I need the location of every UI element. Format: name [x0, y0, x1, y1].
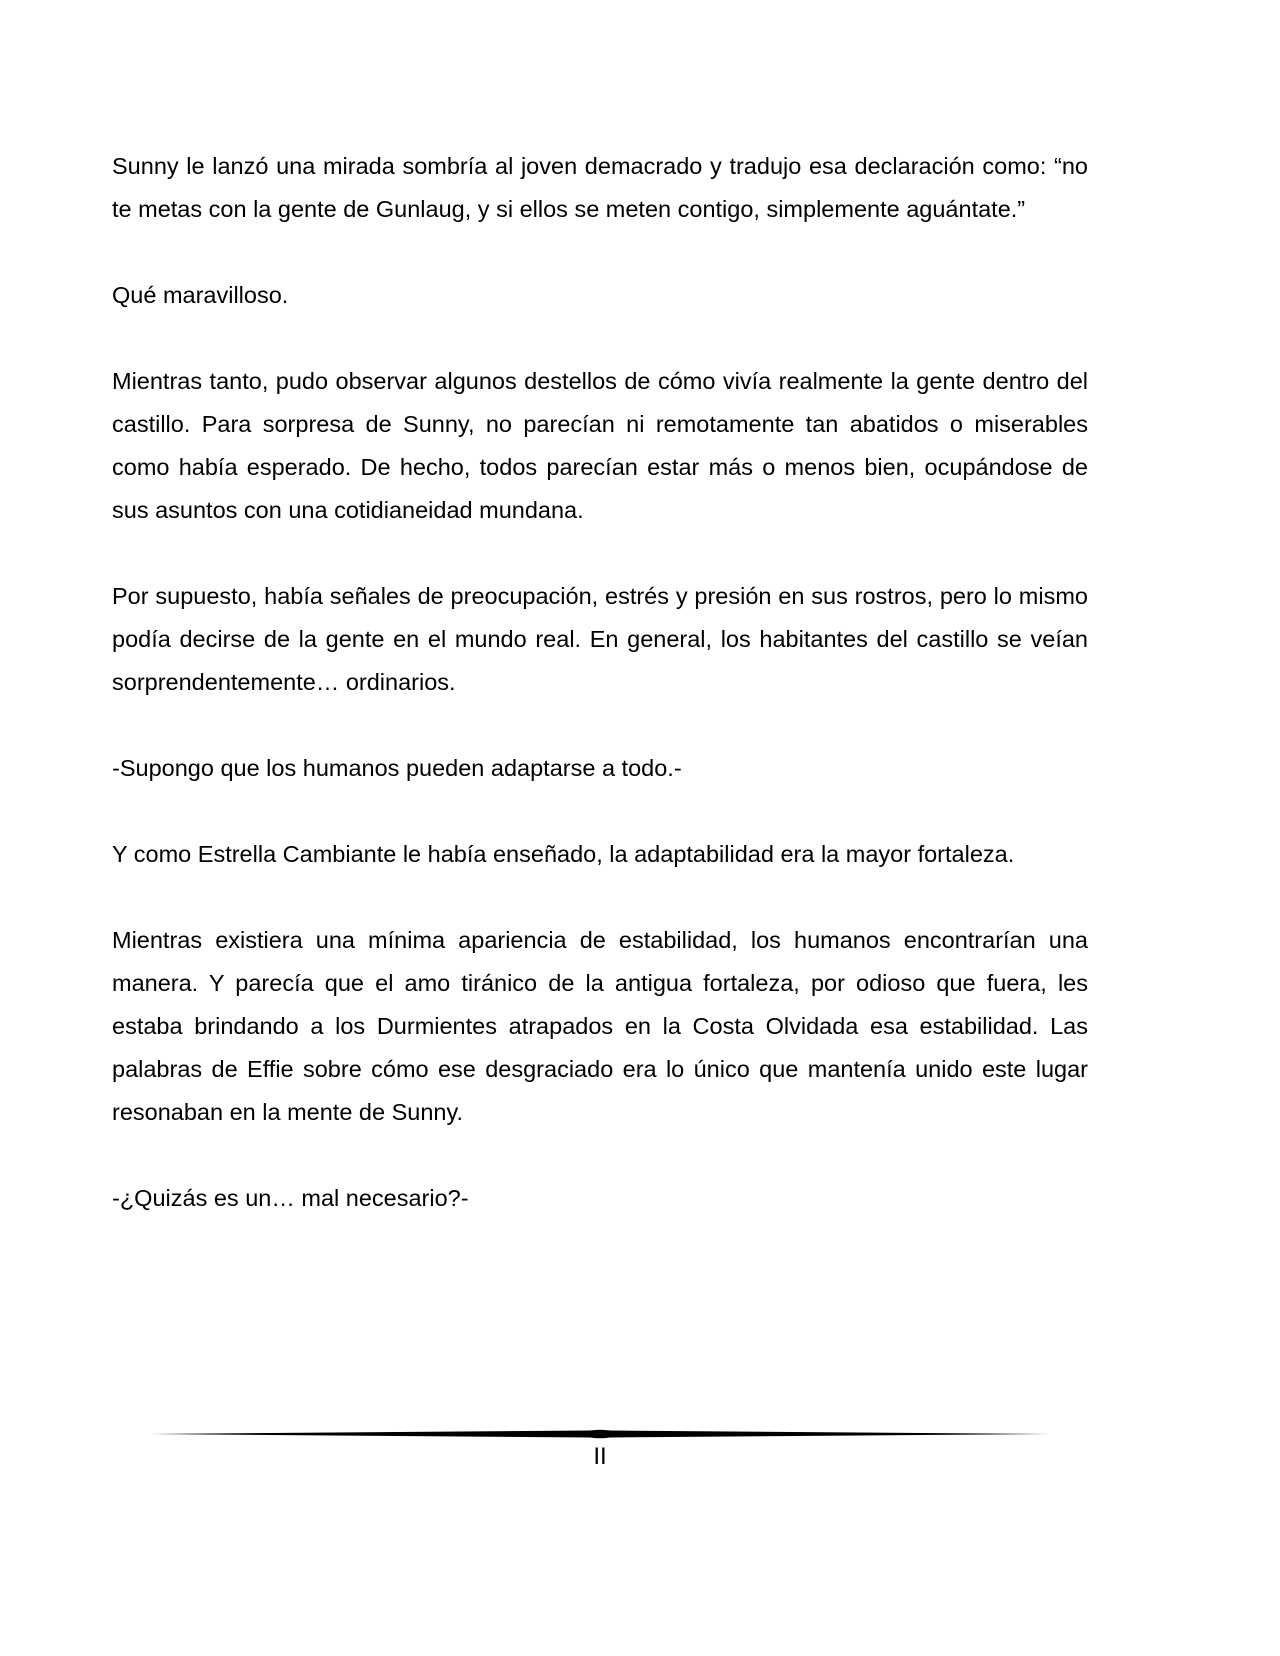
page-number: II [593, 1443, 607, 1470]
paragraph-7: Mientras existiera una mínima apariencia de estabilidad, los humanos encontrarían una manera. Y parecía que el amo tiránico de la antigua fortaleza, por odioso que fuera, les estaba brindando a los Durmientes atrapados en la Costa Olvidada esa estabilidad. Las palabras de Effie sobre cómo ese desgraciado era lo único que mantenía unido este lugar resonaban en la mente de Sunny. [112, 927, 1088, 1125]
body-text [112, 145, 1088, 1263]
paragraph-1: Sunny le lanzó una mirada sombría al joven demacrado y tradujo esa declaración como: “no te metas con la gente de Gunlaug, y si ellos se meten contigo, simplemente aguántate.” [112, 153, 1088, 222]
paragraph-5: -Supongo que los humanos pueden adaptarse a todo.- [112, 755, 682, 781]
paragraph-6: Y como Estrella Cambiante le había enseñado, la adaptabilidad era la mayor fortaleza. [112, 841, 1015, 867]
paragraph-2: Qué maravilloso. [112, 282, 289, 308]
footer-divider-shape [150, 1430, 1050, 1439]
paragraph-3: Mientras tanto, pudo observar algunos destellos de cómo vivía realmente la gente dentro del castillo. Para sorpresa de Sunny, no parecían ni remotamente tan abatidos o miserables como había esperado. De hecho, todos parecían estar más o menos bien, ocupándose de sus asuntos con una cotidianeidad mundana. [112, 368, 1088, 523]
footer-divider [150, 1428, 1050, 1440]
paragraph-8: -¿Quizás es un… mal necesario?- [112, 1185, 469, 1211]
paragraph-4: Por supuesto, había señales de preocupación, estrés y presión en sus rostros, pero lo mismo podía decirse de la gente en el mundo real. En general, los habitantes del castillo se veían sorprendentemente… ordinarios. [112, 583, 1088, 695]
